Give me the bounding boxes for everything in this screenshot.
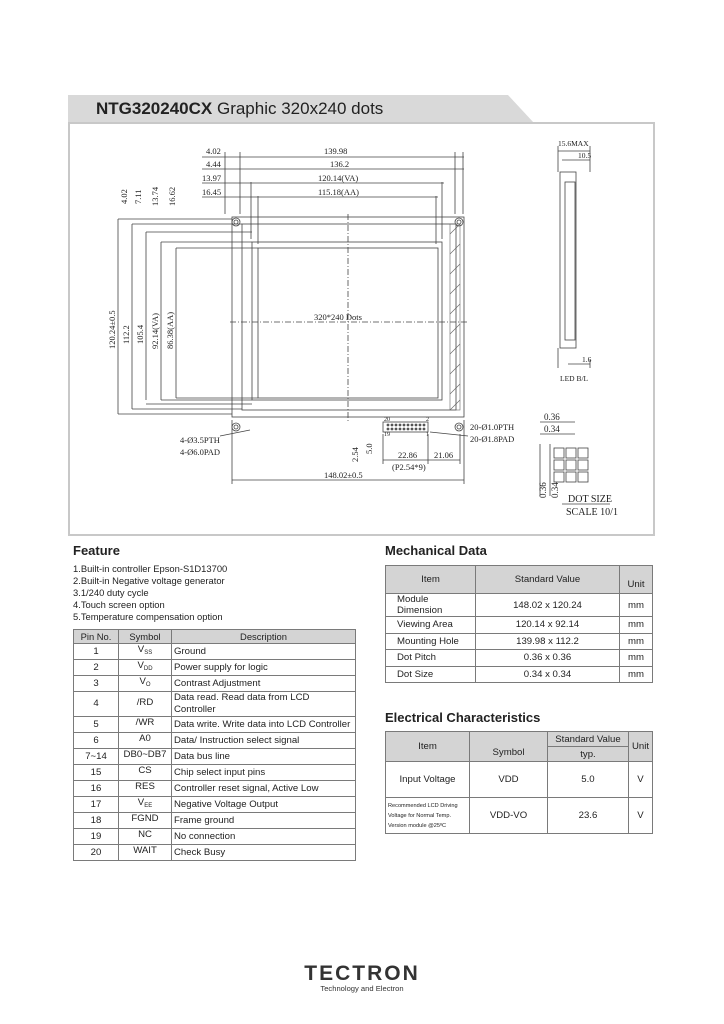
- table-row: [74, 845, 356, 861]
- dim-bottom-6: 148.02±0.5: [324, 470, 363, 480]
- cell-unit: mm: [620, 617, 653, 634]
- symbol-text: CS: [138, 765, 152, 776]
- cell-pin: 20: [74, 845, 119, 861]
- table-row: [74, 717, 356, 733]
- center-label: 320*240 Dots: [314, 312, 362, 322]
- col-item: Item: [386, 566, 476, 594]
- dim-bottom-1: 2.54: [350, 447, 360, 462]
- cell-unit: mm: [620, 666, 653, 683]
- cell-value: 148.02 x 120.24: [476, 594, 620, 617]
- cell-unit: V: [628, 798, 652, 834]
- table-row: [74, 676, 356, 692]
- dim-vert-4: 92.14(VA): [150, 313, 160, 349]
- electrical-table-header: [386, 732, 653, 747]
- mechanical-drawing: [70, 124, 653, 534]
- table-row: [386, 633, 653, 650]
- mechanical-table-body: [386, 594, 653, 683]
- dim-left-2: 7.11: [133, 189, 143, 204]
- col-unit: Unit: [628, 732, 652, 762]
- symbol-subscript: EE: [144, 803, 153, 809]
- pin-table-body: [74, 644, 356, 861]
- cell-symbol: [119, 660, 172, 676]
- cell-pin: 3: [74, 676, 119, 692]
- cell-item: Module Dimension: [386, 594, 476, 617]
- cell-symbol: [119, 813, 172, 829]
- side-dim-3: 1.6: [582, 355, 592, 364]
- cell-unit: mm: [620, 633, 653, 650]
- footer-logo: [300, 963, 424, 993]
- brand-name: TECTRON: [304, 962, 420, 985]
- symbol-text: A0: [139, 733, 151, 744]
- dim-vert-5: 86.38(AA): [165, 311, 175, 349]
- cell-value: 23.6: [548, 798, 629, 834]
- cell-symbol: [119, 692, 172, 717]
- dot-dim-2: 0.34: [544, 424, 560, 434]
- feature-item: 3.1/240 duty cycle: [73, 587, 149, 598]
- feature-list: [73, 563, 227, 623]
- col-symbol: Symbol: [119, 630, 172, 644]
- pin-mark-19: 19: [384, 432, 390, 438]
- pin-mark-1: 1: [426, 432, 429, 438]
- electrical-heading: Electrical Characteristics: [385, 710, 541, 725]
- dim-left-4: 16.62: [167, 186, 177, 206]
- cell-pin: 1: [74, 644, 119, 660]
- symbol-subscript: O: [145, 682, 151, 688]
- pin-table-header: [74, 630, 356, 644]
- dot-dim-4: 0.34: [550, 482, 560, 498]
- cell-item: Dot Size: [386, 666, 476, 683]
- dim-vert-3: 105.4: [135, 324, 145, 344]
- dim-top-2: 139.98: [324, 146, 348, 156]
- cell-description: Data bus line: [172, 749, 356, 765]
- symbol-text: RES: [135, 781, 155, 792]
- table-row: [74, 733, 356, 749]
- table-row: [74, 692, 356, 717]
- dim-top-6: 120.14(VA): [318, 173, 359, 183]
- table-row: [386, 617, 653, 634]
- cell-pin: 16: [74, 781, 119, 797]
- cell-pin: 2: [74, 660, 119, 676]
- table-row: [74, 797, 356, 813]
- feature-item: 1.Built-in controller Epson-S1D13700: [73, 563, 228, 574]
- header-banner: [68, 95, 534, 123]
- symbol-subscript: SS: [144, 650, 153, 656]
- cell-symbol: VDD-VO: [470, 798, 548, 834]
- electrical-table-body: [386, 762, 653, 834]
- cell-unit: mm: [620, 594, 653, 617]
- cell-description: Check Busy: [172, 845, 356, 861]
- cell-unit: V: [628, 762, 652, 798]
- symbol-text: /WR: [135, 717, 155, 728]
- dot-dim-1: 0.36: [544, 412, 560, 422]
- table-row: [386, 762, 653, 798]
- symbol-text: NC: [138, 829, 152, 840]
- table-row: [74, 813, 356, 829]
- dim-top-7: 16.45: [202, 187, 222, 197]
- pad-label-2: 20-Ø1.8PAD: [470, 434, 515, 444]
- symbol-subscript: DD: [143, 666, 153, 672]
- cell-symbol: [119, 676, 172, 692]
- cell-value: 139.98 x 112.2: [476, 633, 620, 650]
- brand-tagline: Technology and Electron: [320, 984, 404, 993]
- cell-symbol: [119, 717, 172, 733]
- dim-vert-2: 112.2: [121, 325, 131, 344]
- cell-symbol: [119, 781, 172, 797]
- cell-symbol: [119, 644, 172, 660]
- col-symbol: Symbol: [470, 732, 548, 762]
- dim-bottom-5: (P2.54*9): [392, 462, 426, 472]
- symbol-text: V: [139, 676, 146, 687]
- feature-item: 2.Built-in Negative voltage generator: [73, 575, 225, 586]
- cell-item: Dot Pitch: [386, 650, 476, 667]
- electrical-table: [385, 731, 653, 834]
- cell-value: 120.14 x 92.14: [476, 617, 620, 634]
- cell-pin: 7~14: [74, 749, 119, 765]
- pad-label-1: 20-Ø1.0PTH: [470, 422, 515, 432]
- col-typ: typ.: [548, 747, 629, 762]
- cell-description: Data write. Write data into LCD Controller: [172, 717, 356, 733]
- cell-value: 0.36 x 0.36: [476, 650, 620, 667]
- pin-mark-20: 20: [384, 417, 390, 423]
- cell-pin: 17: [74, 797, 119, 813]
- cell-item-line: Voltage for Normal Temp.: [388, 812, 452, 819]
- cell-description: Data read. Read data from LCD Controller: [172, 692, 356, 717]
- dim-top-5: 13.97: [202, 173, 222, 183]
- mechanical-table-header: [386, 566, 653, 594]
- pin-table: [73, 629, 356, 861]
- cell-description: No connection: [172, 829, 356, 845]
- symbol-text: /RD: [136, 696, 154, 708]
- dim-top-4: 136.2: [330, 159, 350, 169]
- drawing-frame: [68, 122, 655, 536]
- cell-pin: 6: [74, 733, 119, 749]
- side-label: LED B/L: [560, 374, 589, 383]
- hole-label-1: 4-Ø3.5PTH: [180, 435, 220, 445]
- cell-description: Data/ Instruction select signal: [172, 733, 356, 749]
- cell-pin: 18: [74, 813, 119, 829]
- dim-top-8: 115.18(AA): [318, 187, 359, 197]
- table-row: [386, 650, 653, 667]
- pin-mark-2: 2: [426, 417, 429, 423]
- symbol-text: V: [137, 660, 144, 671]
- dot-dim-3: 0.36: [538, 482, 548, 498]
- cell-pin: 4: [74, 692, 119, 717]
- cell-symbol: [119, 749, 172, 765]
- dim-top-3: 4.44: [206, 159, 221, 169]
- cell-item: Viewing Area: [386, 617, 476, 634]
- cell-item-line: Version module @25ºC: [388, 822, 447, 829]
- feature-heading: Feature: [73, 543, 120, 558]
- cell-pin: 15: [74, 765, 119, 781]
- dim-bottom-3: 22.86: [398, 450, 418, 460]
- cell-pin: 19: [74, 829, 119, 845]
- dim-bottom-4: 21.06: [434, 450, 454, 460]
- dim-left-3: 13.74: [150, 186, 160, 206]
- cell-value: 0.34 x 0.34: [476, 666, 620, 683]
- dim-left-1: 4.02: [119, 189, 129, 204]
- col-description: Description: [172, 630, 356, 644]
- cell-value: 5.0: [548, 762, 629, 798]
- cell-symbol: VDD: [470, 762, 548, 798]
- cell-unit: mm: [620, 650, 653, 667]
- model-number: NTG320240CX: [96, 99, 213, 118]
- cell-description: Contrast Adjustment: [172, 676, 356, 692]
- table-row: [386, 798, 653, 834]
- hole-label-2: 4-Ø6.0PAD: [180, 447, 221, 457]
- cell-description: Chip select input pins: [172, 765, 356, 781]
- cell-symbol: [119, 765, 172, 781]
- symbol-text: V: [137, 644, 145, 655]
- cell-pin: 5: [74, 717, 119, 733]
- side-dim-1: 15.6MAX: [558, 139, 589, 148]
- dim-vert-1: 120.24±0.5: [107, 310, 117, 349]
- symbol-text: WAIT: [133, 845, 157, 856]
- cell-description: Negative Voltage Output: [172, 797, 356, 813]
- symbol-text: V: [137, 797, 145, 808]
- table-row: [74, 749, 356, 765]
- mechanical-heading: Mechanical Data: [385, 543, 487, 558]
- cell-symbol: [119, 797, 172, 813]
- table-row: [386, 594, 653, 617]
- cell-description: Controller reset signal, Active Low: [172, 781, 356, 797]
- table-row: [74, 644, 356, 660]
- feature-item: 5.Temperature compensation option: [73, 611, 223, 622]
- cell-symbol: [119, 845, 172, 861]
- cell-item: Mounting Hole: [386, 633, 476, 650]
- dot-caption: DOT SIZE: [568, 494, 612, 505]
- cell-description: Frame ground: [172, 813, 356, 829]
- model-subtitle: Graphic 320x240 dots: [216, 99, 384, 118]
- symbol-text: DB0~DB7: [123, 749, 167, 760]
- col-item: Item: [386, 732, 470, 762]
- cell-symbol: [119, 733, 172, 749]
- table-row: [386, 666, 653, 683]
- cell-description: Power supply for logic: [172, 660, 356, 676]
- col-pin-no: Pin No.: [74, 630, 119, 644]
- table-row: [74, 781, 356, 797]
- scale-caption: SCALE 10/1: [566, 507, 618, 518]
- cell-description: Ground: [172, 644, 356, 660]
- page-title: [96, 99, 383, 119]
- cell-item-line: Recommended LCD Driving: [388, 802, 458, 809]
- table-row: [74, 765, 356, 781]
- symbol-text: FGND: [131, 813, 159, 824]
- table-row: [74, 829, 356, 845]
- dim-bottom-2: 5.0: [364, 443, 374, 454]
- cell-item: [386, 798, 470, 834]
- feature-item: 4.Touch screen option: [73, 599, 165, 610]
- cell-item: Input Voltage: [386, 762, 470, 798]
- col-standard-value: Standard Value: [476, 566, 620, 594]
- dim-top-1: 4.02: [206, 146, 221, 156]
- col-unit: Unit: [620, 566, 653, 594]
- mechanical-table: [385, 565, 653, 683]
- table-row: [74, 660, 356, 676]
- cell-symbol: [119, 829, 172, 845]
- col-standard-value: Standard Value: [548, 732, 629, 747]
- side-dim-2: 10.5: [578, 151, 592, 160]
